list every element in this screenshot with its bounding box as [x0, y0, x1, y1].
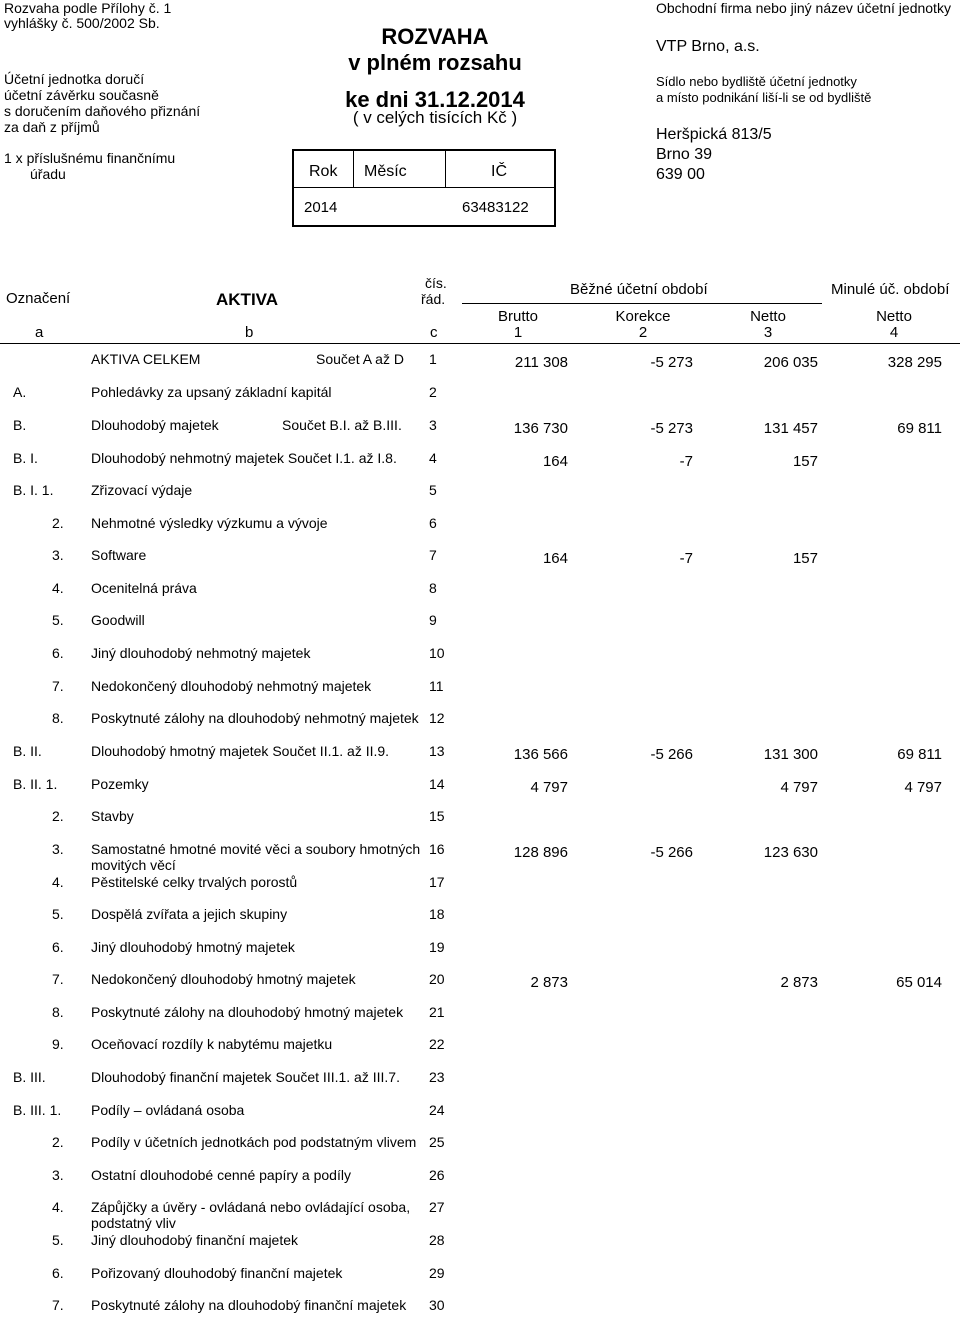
value-brutto: 136 730 [513, 420, 568, 437]
row-subcode: 6. [52, 1265, 64, 1281]
row-number: 6 [429, 515, 437, 531]
row-number: 16 [429, 841, 445, 857]
col-1: 1 [513, 324, 523, 341]
header-korekce: Korekce [615, 308, 671, 325]
value-netto: 206 035 [763, 354, 818, 371]
row-number: 21 [429, 1004, 445, 1020]
row-label: Nedokončený dlouhodobý nehmotný majetek [91, 678, 372, 694]
row-label: Zápůjčky a úvěry - ovládaná nebo ovládající osoba, podstatný vliv [91, 1199, 411, 1231]
row-number: 8 [429, 580, 437, 596]
value-brutto: 136 566 [513, 746, 568, 763]
row-number: 14 [429, 776, 445, 792]
row-code: B. [13, 417, 27, 433]
row-sum-note: Součet A až D [316, 351, 404, 367]
row-number: 4 [429, 450, 437, 466]
row-label: Pohledávky za upsaný základní kapitál [91, 384, 332, 400]
mesic-label: Měsíc [364, 163, 407, 180]
header-underline-current [462, 303, 822, 304]
row-label: AKTIVA CELKEM [91, 351, 201, 367]
row-subcode: 3. [52, 1167, 64, 1183]
value-brutto: 4 797 [530, 779, 568, 796]
ic-label: IČ [491, 163, 507, 180]
row-number: 22 [429, 1036, 445, 1052]
row-number: 11 [429, 678, 444, 694]
id-box-divider-1 [353, 151, 354, 187]
row-subcode: 2. [52, 808, 64, 824]
row-number: 19 [429, 939, 445, 955]
row-subcode: 5. [52, 906, 64, 922]
header-previous-period: Minulé úč. období [831, 281, 950, 298]
row-number: 2 [429, 384, 437, 400]
value-netto-prev: 65 014 [896, 974, 942, 991]
value-netto-prev: 69 811 [897, 746, 942, 763]
row-number: 28 [429, 1232, 445, 1248]
row-code: B. I. 1. [13, 482, 54, 498]
row-code: B. III. 1. [13, 1102, 62, 1118]
col-2: 2 [638, 324, 648, 341]
row-label: Stavby [91, 808, 134, 824]
header-brutto: Brutto [497, 308, 539, 325]
row-label: Zřizovací výdaje [91, 482, 193, 498]
row-subcode: 5. [52, 1232, 64, 1248]
row-label: Nehmotné výsledky výzkumu a vývoje [91, 515, 328, 531]
row-number: 12 [429, 710, 445, 726]
row-label: Jiný dlouhodobý finanční majetek [91, 1232, 299, 1248]
row-label: Dlouhodobý majetek [91, 417, 219, 433]
row-label: Dlouhodobý finanční majetek Součet III.1. až III.7. [91, 1069, 400, 1085]
row-number: 24 [429, 1102, 445, 1118]
row-subcode: 7. [52, 1297, 64, 1313]
value-korekce: -5 266 [650, 844, 693, 861]
value-netto: 123 630 [763, 844, 818, 861]
value-netto: 131 457 [763, 420, 818, 437]
header-aktiva: AKTIVA [216, 290, 279, 309]
balance-date: ke dni 31.12.2014 [345, 87, 525, 112]
row-subcode: 5. [52, 612, 64, 628]
rok-label: Rok [309, 163, 338, 180]
value-netto-prev: 69 811 [897, 420, 942, 437]
row-label: Podíly v účetních jednotkách pod podstatným vlivem [91, 1134, 417, 1150]
value-netto: 157 [792, 550, 818, 567]
row-number: 3 [429, 417, 437, 433]
company-city: Brno 39 [656, 146, 713, 163]
seat-label-line2: a místo podnikání liší-li se od bydliště [656, 90, 872, 105]
header-current-period: Běžné účetní období [570, 281, 708, 298]
row-label: Poskytnuté zálohy na dlouhodobý nehmotný majetek [91, 710, 419, 726]
row-subcode: 4. [52, 874, 64, 890]
row-label: Dospělá zvířata a jejich skupiny [91, 906, 288, 922]
row-label: Jiný dlouhodobý hmotný majetek [91, 939, 295, 955]
header-rad: řád. [421, 291, 446, 307]
value-korekce: -5 266 [650, 746, 693, 763]
value-brutto: 164 [542, 550, 568, 567]
row-subcode: 6. [52, 939, 64, 955]
row-number: 17 [429, 874, 445, 890]
row-label: Nedokončený dlouhodobý hmotný majetek [91, 971, 356, 987]
row-subcode: 2. [52, 515, 64, 531]
row-number: 29 [429, 1265, 445, 1281]
seat-label-line1: Sídlo nebo bydliště účetní jednotky [656, 74, 857, 89]
header-oznaceni: Označení [6, 290, 71, 307]
value-korekce: -5 273 [650, 420, 693, 437]
currency-units: ( v celých tisících Kč ) [352, 108, 518, 127]
row-subcode: 6. [52, 645, 64, 661]
company-zip: 639 00 [656, 166, 705, 183]
value-netto-prev: 328 295 [887, 354, 942, 371]
row-subcode: 8. [52, 1004, 64, 1020]
copies-note-line1: 1 x příslušnému finančnímu [4, 150, 176, 166]
value-korekce: -5 273 [650, 354, 693, 371]
row-number: 30 [429, 1297, 445, 1313]
row-number: 26 [429, 1167, 445, 1183]
company-name-label: Obchodní firma nebo jiný název účetní jednotky [656, 0, 951, 16]
row-number: 7 [429, 547, 437, 563]
col-4: 4 [889, 324, 899, 341]
row-code: B. I. [13, 450, 38, 466]
delivery-note-line3: s doručením daňového přiznání [4, 103, 201, 119]
col-c: c [430, 324, 438, 341]
delivery-note-line4: za daň z příjmů [4, 119, 100, 135]
row-number: 9 [429, 612, 437, 628]
row-code: B. II. 1. [13, 776, 58, 792]
row-number: 13 [429, 743, 445, 759]
row-number: 1 [429, 351, 437, 367]
row-label: Goodwill [91, 612, 145, 628]
row-label: Pořizovaný dlouhodobý finanční majetek [91, 1265, 343, 1281]
col-3: 3 [763, 324, 773, 341]
value-netto-prev: 4 797 [904, 779, 942, 796]
row-number: 5 [429, 482, 437, 498]
row-label: Jiný dlouhodobý nehmotný majetek [91, 645, 311, 661]
row-number: 10 [429, 645, 445, 661]
row-subcode: 9. [52, 1036, 64, 1052]
value-netto: 2 873 [780, 974, 818, 991]
ic-value: 63483122 [462, 199, 529, 216]
row-subcode: 2. [52, 1134, 64, 1150]
row-label: Ostatní dlouhodobé cenné papíry a podíly [91, 1167, 351, 1183]
form-reference-line1: Rozvaha podle Přílohy č. 1 [4, 0, 172, 16]
row-label: Dlouhodobý hmotný majetek Součet II.1. až II.9. [91, 743, 390, 759]
copies-note-line2: úřadu [30, 166, 66, 182]
value-korekce: -7 [679, 550, 693, 567]
row-subcode: 7. [52, 971, 64, 987]
col-a: a [35, 324, 44, 341]
value-brutto: 2 873 [530, 974, 568, 991]
row-sum-note: Součet B.I. až B.III. [282, 417, 402, 433]
row-number: 23 [429, 1069, 445, 1085]
col-b: b [245, 324, 254, 341]
row-subcode: 7. [52, 678, 64, 694]
id-box-divider-2 [445, 151, 446, 187]
rok-value: 2014 [304, 199, 338, 216]
value-korekce: -7 [679, 453, 693, 470]
row-label: Pěstitelské celky trvalých porostů [91, 874, 298, 890]
value-brutto: 164 [542, 453, 568, 470]
row-label: Samostatné hmotné movité věci a soubory hmotných movitých věcí [91, 841, 421, 873]
value-netto: 157 [792, 453, 818, 470]
delivery-note-line1: Účetní jednotka doručí [4, 71, 145, 87]
row-label: Poskytnuté zálohy na dlouhodobý hmotný majetek [91, 1004, 404, 1020]
header-netto: Netto [750, 308, 786, 325]
delivery-note-line2: účetní závěrku současně [4, 87, 159, 103]
row-label: Oceňovací rozdíly k nabytému majetku [91, 1036, 333, 1052]
value-netto: 131 300 [763, 746, 818, 763]
row-label: Podíly – ovládaná osoba [91, 1102, 245, 1118]
form-reference-line2: vyhlášky č. 500/2002 Sb. [4, 15, 160, 31]
row-label: Pozemky [91, 776, 149, 792]
value-brutto: 211 308 [514, 354, 568, 371]
row-subcode: 8. [52, 710, 64, 726]
row-label: Dlouhodobý nehmotný majetek Součet I.1. až I.8. [91, 450, 397, 466]
row-code: B. II. [13, 743, 42, 759]
row-number: 15 [429, 808, 445, 824]
row-number: 18 [429, 906, 445, 922]
row-subcode: 3. [52, 547, 64, 563]
row-subcode: 4. [52, 580, 64, 596]
row-code: B. III. [13, 1069, 46, 1085]
row-label: Software [91, 547, 147, 563]
value-brutto: 128 896 [513, 844, 568, 861]
company-name: VTP Brno, a.s. [656, 38, 760, 55]
value-netto: 4 797 [780, 779, 818, 796]
row-code: A. [13, 384, 27, 400]
header-separator [0, 343, 960, 344]
header-cis: čís. [425, 275, 447, 291]
row-number: 27 [429, 1199, 445, 1215]
header-netto-prev: Netto [876, 308, 912, 325]
id-box-divider-h [294, 187, 554, 188]
document-title: ROZVAHA [381, 24, 489, 49]
row-number: 25 [429, 1134, 445, 1150]
row-number: 20 [429, 971, 445, 987]
row-label: Poskytnuté zálohy na dlouhodobý finanční majetek [91, 1297, 407, 1313]
row-subcode: 3. [52, 841, 64, 857]
row-label: Ocenitelná práva [91, 580, 197, 596]
row-subcode: 4. [52, 1199, 64, 1215]
document-subtitle: v plném rozsahu [348, 50, 522, 75]
company-street: Heršpická 813/5 [656, 126, 772, 143]
